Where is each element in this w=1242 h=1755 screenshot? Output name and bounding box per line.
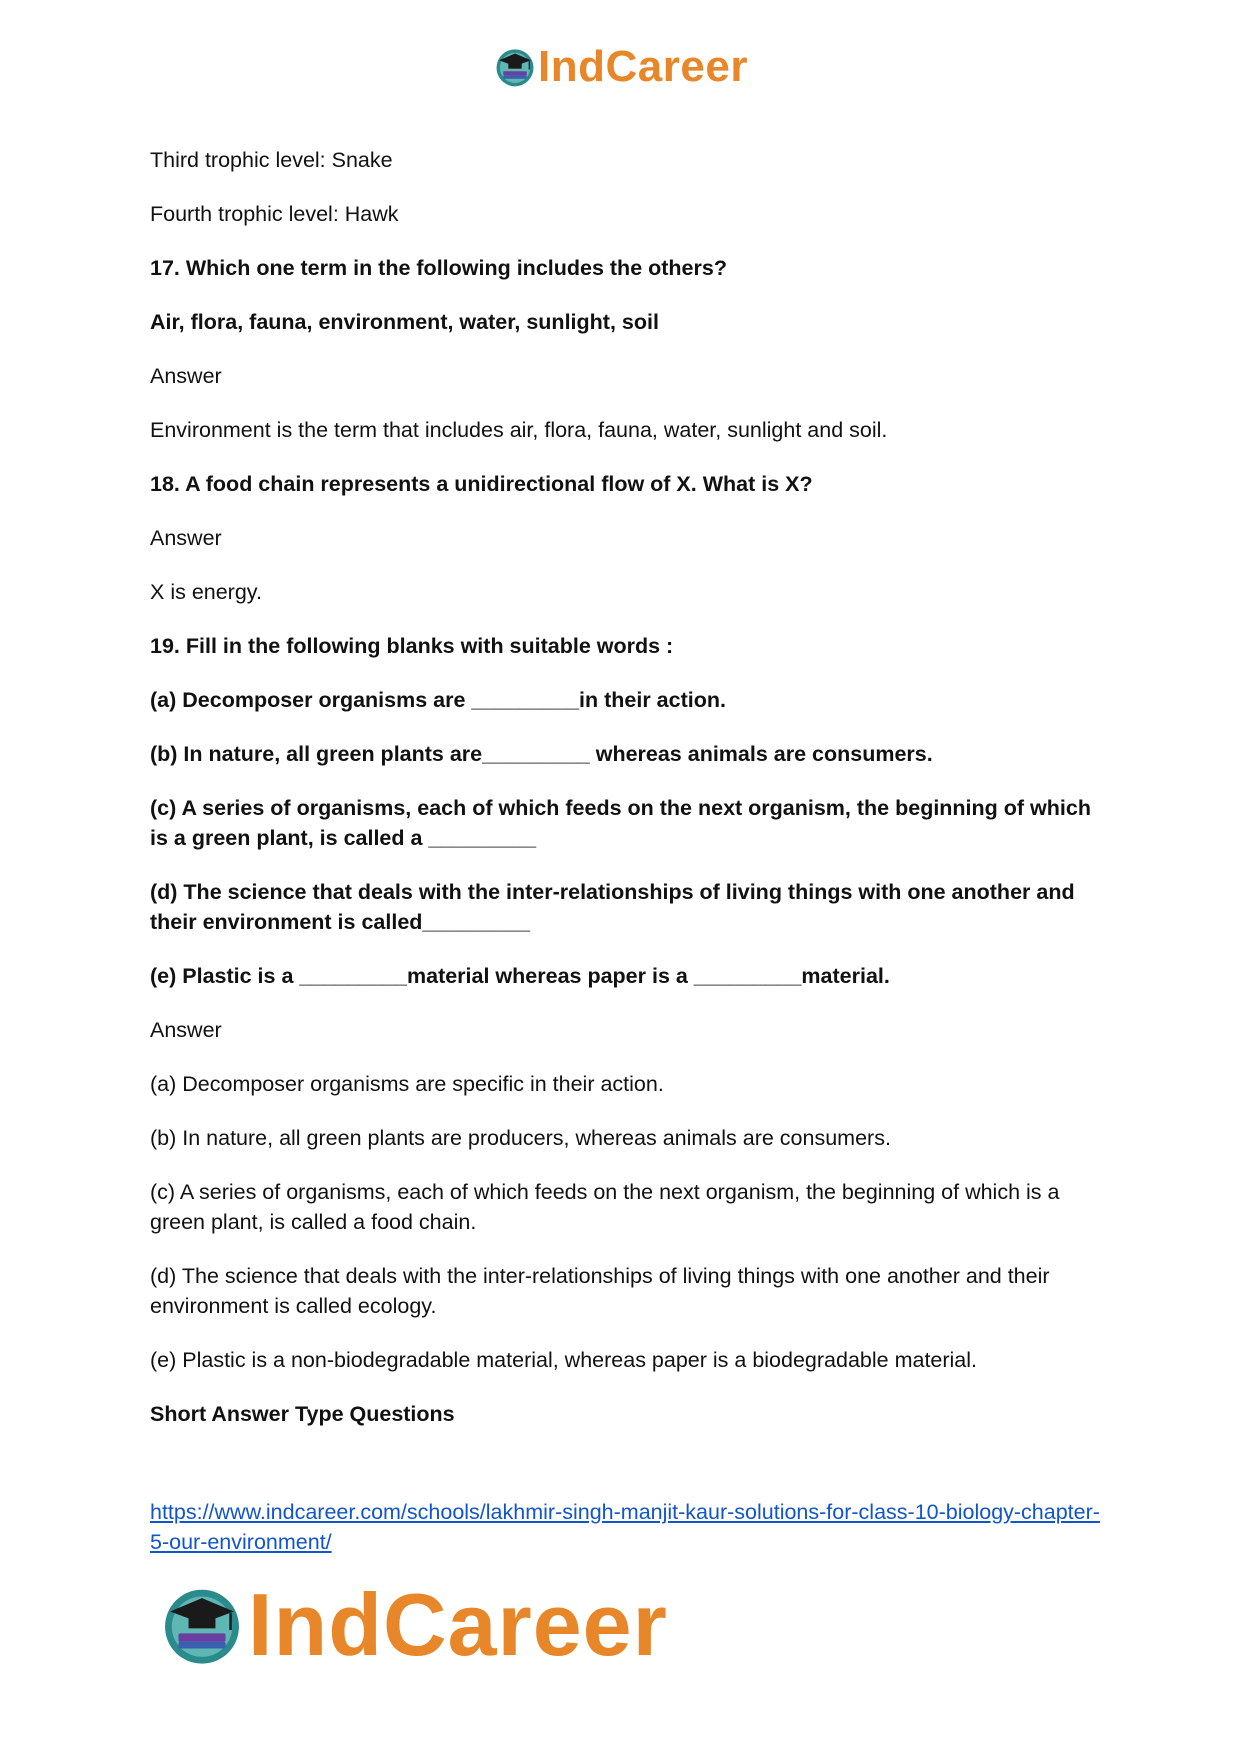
brand-logo [494,42,748,92]
text-paragraph: (b) In nature, all green plants are producers, whereas animals are consumers. [150,1126,891,1150]
text-paragraph: X is energy. [150,580,262,604]
question-paragraph: (e) Plastic is a _________material whereas paper is a _________material. [150,964,890,988]
footer-logo-text: IndCareer [248,1575,668,1674]
text-paragraph: Environment is the term that includes air, flora, fauna, water, sunlight and soil. [150,418,888,442]
question-paragraph: 19. Fill in the following blanks with suitable words : [150,634,674,658]
question-paragraph: (d) The science that deals with the inter-relationships of living things with one another and their environment is called_________ [150,880,1075,934]
question-paragraph: (a) Decomposer organisms are _________in their action. [150,688,726,712]
text-paragraph: Answer [150,526,222,550]
question-paragraph: 17. Which one term in the following includes the others? [150,256,727,280]
document-body [150,145,1100,1453]
question-paragraph: Air, flora, fauna, environment, water, sunlight, soil [150,310,659,334]
source-link[interactable]: https://www.indcareer.com/schools/lakhmir-singh-manjit-kaur-solutions-for-class-10-biology-chapter-5-our-environment/ [150,1500,1100,1554]
text-paragraph: (e) Plastic is a non-biodegradable material, whereas paper is a biodegradable material. [150,1348,978,1372]
text-paragraph: Third trophic level: Snake [150,148,393,172]
header-logo [0,42,1242,92]
question-paragraph: (c) A series of organisms, each of which feeds on the next organism, the beginning of which is a green plant, is called a _________ [150,796,1091,850]
footer-logo [160,1575,668,1674]
question-paragraph: (b) In nature, all green plants are_________ whereas animals are consumers. [150,742,933,766]
text-paragraph: (c) A series of organisms, each of which feeds on the next organism, the beginning of which is a green plant, is called a food chain. [150,1180,1060,1234]
question-paragraph: 18. A food chain represents a unidirectional flow of X. What is X? [150,472,813,496]
text-paragraph: (a) Decomposer organisms are specific in their action. [150,1072,664,1096]
source-link-block [150,1497,1100,1557]
brand-logo-text: IndCareer [538,42,748,91]
question-paragraph: Short Answer Type Questions [150,1402,455,1426]
graduation-book-icon [494,46,536,88]
text-paragraph: (d) The science that deals with the inter-relationships of living things with one another and their environment is called ecology. [150,1264,1050,1318]
graduation-book-icon [160,1583,244,1667]
text-paragraph: Answer [150,1018,222,1042]
text-paragraph: Answer [150,364,222,388]
text-paragraph: Fourth trophic level: Hawk [150,202,399,226]
